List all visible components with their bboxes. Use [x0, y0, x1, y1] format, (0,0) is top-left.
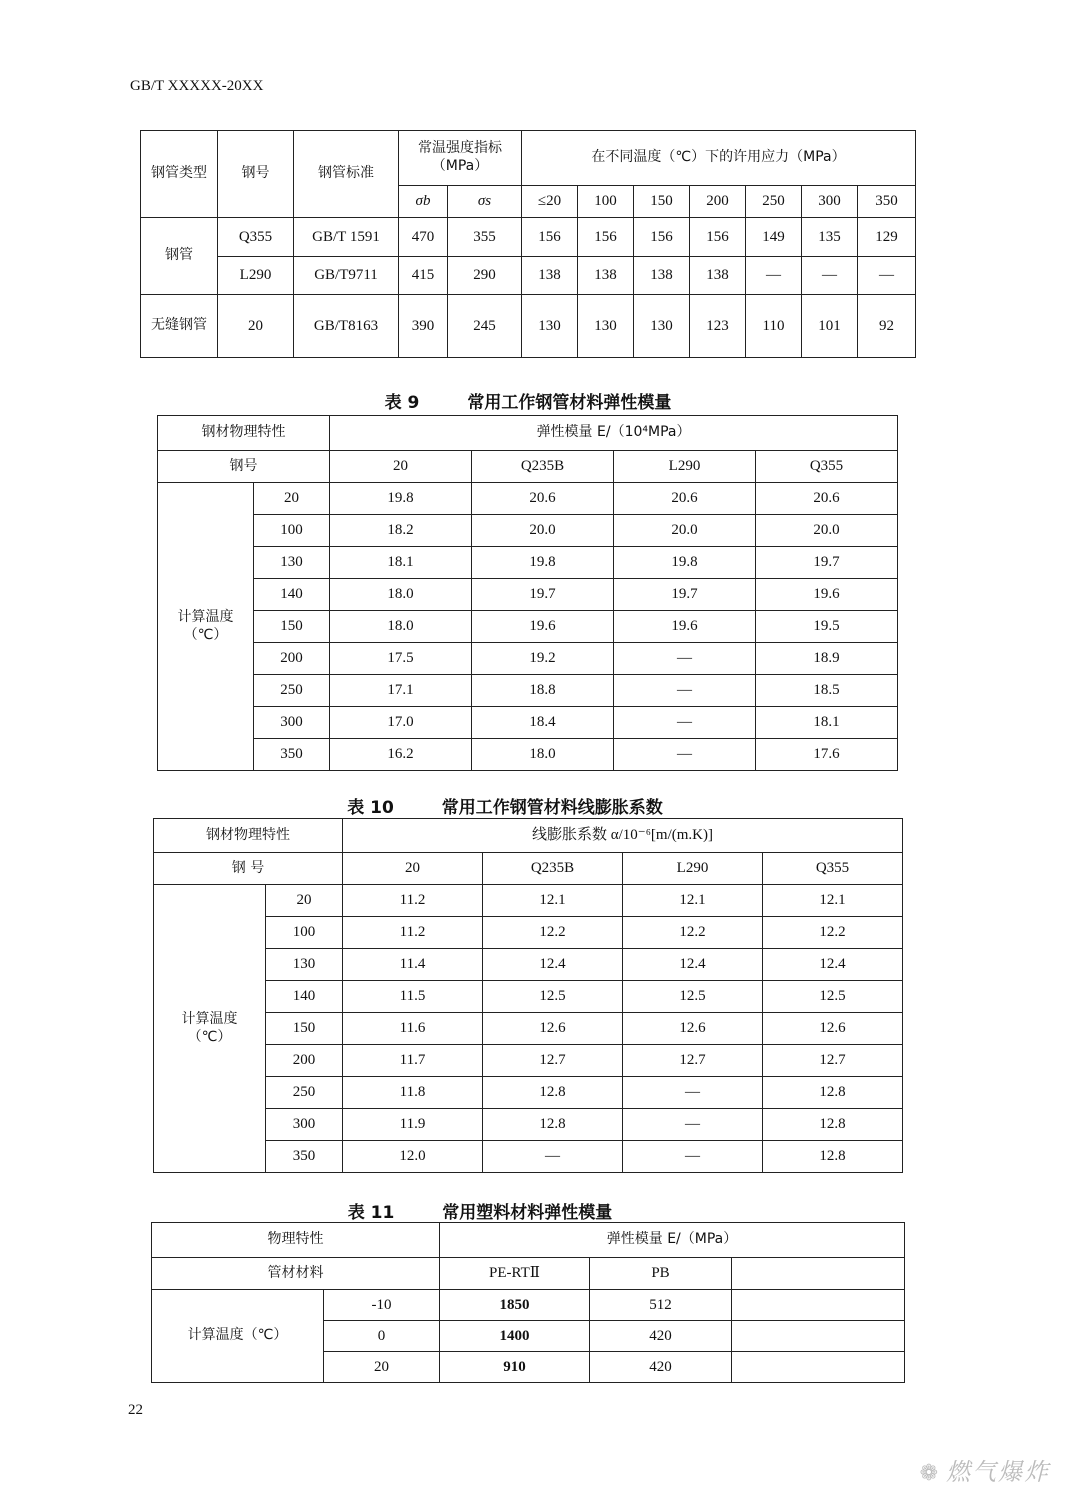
table-cell: 12.8: [763, 1109, 903, 1141]
table-cell: 19.5: [756, 611, 898, 643]
caption-number: 表 10: [347, 798, 394, 818]
table-cell: 18.5: [756, 675, 898, 707]
table-cell: 420: [590, 1352, 732, 1383]
table-cell: 19.7: [756, 547, 898, 579]
table-cell: 12.5: [483, 981, 623, 1013]
table-cell: 19.7: [614, 579, 756, 611]
table-cell: 415: [399, 256, 448, 295]
table-cell: 16.2: [330, 739, 472, 771]
table-cell: 11.4: [343, 949, 483, 981]
material-header: [732, 1258, 905, 1290]
table-cell: 18.1: [330, 547, 472, 579]
table-cell: 11.2: [343, 885, 483, 917]
table-cell: 19.6: [614, 611, 756, 643]
table-cell: 290: [448, 256, 522, 295]
table-cell: —: [614, 643, 756, 675]
table-cell: 156: [578, 218, 634, 257]
table-cell: 0: [324, 1321, 440, 1352]
table-cell: 20: [324, 1352, 440, 1383]
table-cell: 12.8: [483, 1077, 623, 1109]
table-cell: —: [623, 1109, 763, 1141]
header-grade: 钢号: [218, 131, 294, 218]
table-row: [154, 1077, 903, 1109]
table-cell: 12.5: [623, 981, 763, 1013]
table-cell: 20.0: [614, 515, 756, 547]
grade-header: Q355: [756, 451, 898, 483]
table-cell: —: [614, 675, 756, 707]
group-label: 无缝钢管: [141, 295, 218, 358]
table-cell: 140: [254, 579, 330, 611]
table-cell: —: [614, 739, 756, 771]
table-cell: 101: [802, 295, 858, 358]
header-coefficient: 线膨胀系数 α/10⁻⁶[m/(m.K)]: [343, 819, 903, 853]
material-header: PE-RTⅡ: [440, 1258, 590, 1290]
table-cell: 12.4: [763, 949, 903, 981]
table-cell: 19.8: [330, 483, 472, 515]
table-cell: —: [614, 707, 756, 739]
table-cell: 156: [522, 218, 578, 257]
table-cell: 12.6: [623, 1013, 763, 1045]
table-cell: 390: [399, 295, 448, 358]
table-cell: 20.6: [472, 483, 614, 515]
table-row: [158, 643, 898, 675]
table-cell: 18.1: [756, 707, 898, 739]
table-cell: 18.0: [472, 739, 614, 771]
table-cell: 19.8: [614, 547, 756, 579]
table-cell: —: [858, 256, 916, 295]
temp-label: 计算温度（℃）: [152, 1290, 324, 1383]
table-cell: 12.1: [763, 885, 903, 917]
table-cell: 300: [254, 707, 330, 739]
header-material: 管材材料: [152, 1258, 440, 1290]
table-cell: 18.0: [330, 611, 472, 643]
grade-header: L290: [614, 451, 756, 483]
table-cell: 130: [522, 295, 578, 358]
table-cell: 149: [746, 218, 802, 257]
table-cell: [732, 1290, 905, 1321]
table-cell: 12.5: [763, 981, 903, 1013]
table-cell: 19.2: [472, 643, 614, 675]
table-cell: 250: [254, 675, 330, 707]
table-row: [141, 218, 916, 257]
table-row: [158, 675, 898, 707]
table-row: [158, 579, 898, 611]
table-cell: 12.2: [763, 917, 903, 949]
table-cell: 12.2: [483, 917, 623, 949]
header-sigma-b: σb: [399, 185, 448, 217]
table-cell: 1400: [440, 1321, 590, 1352]
header-property: 钢材物理特性: [154, 819, 343, 853]
header-property: 钢材物理特性: [158, 416, 330, 451]
material-header: PB: [590, 1258, 732, 1290]
table-row: [154, 1013, 903, 1045]
grade-header: L290: [623, 853, 763, 885]
header-property: 物理特性: [152, 1223, 440, 1258]
table-cell: 138: [634, 256, 690, 295]
header-sigma-s: σs: [448, 185, 522, 217]
group-label: 钢管: [141, 218, 218, 295]
table-cell: 19.6: [756, 579, 898, 611]
grade-header: 20: [343, 853, 483, 885]
table-cell: 19.6: [472, 611, 614, 643]
table-row: [154, 1109, 903, 1141]
table-cell: 12.0: [343, 1141, 483, 1173]
table-row: [154, 1045, 903, 1077]
table-cell: 12.6: [763, 1013, 903, 1045]
table-cell: 12.7: [623, 1045, 763, 1077]
header-modulus: 弹性模量 E/（MPa）: [440, 1223, 905, 1258]
elastic-modulus-steel-table: [157, 415, 898, 771]
table-cell: GB/T8163: [294, 295, 399, 358]
watermark-text: 燃气爆炸: [946, 1458, 1050, 1486]
table-cell: 250: [266, 1077, 343, 1109]
table-cell: 11.8: [343, 1077, 483, 1109]
table-row: [154, 1141, 903, 1173]
table-cell: 200: [254, 643, 330, 675]
table-cell: 20: [266, 885, 343, 917]
table-row: [154, 917, 903, 949]
caption-number: 表 9: [384, 393, 420, 413]
header-standard: 钢管标准: [294, 131, 399, 218]
watermark: [920, 1452, 1050, 1487]
table-cell: 130: [578, 295, 634, 358]
table-cell: 129: [858, 218, 916, 257]
table-row: [158, 707, 898, 739]
header-modulus: 弹性模量 E/（10⁴MPa）: [330, 416, 898, 451]
header-grade: 钢 号: [154, 853, 343, 885]
table-cell: 12.6: [483, 1013, 623, 1045]
table-row: [158, 547, 898, 579]
table-cell: 17.5: [330, 643, 472, 675]
temp-header: 200: [690, 185, 746, 217]
table-cell: 12.7: [763, 1045, 903, 1077]
table-cell: 12.8: [483, 1109, 623, 1141]
header-grade: 钢号: [158, 451, 330, 483]
table-cell: 11.6: [343, 1013, 483, 1045]
table9-caption: [0, 388, 1056, 413]
temp-header: 100: [578, 185, 634, 217]
table-cell: 12.1: [483, 885, 623, 917]
table-cell: —: [623, 1077, 763, 1109]
table-cell: 110: [746, 295, 802, 358]
temp-label: 计算温度（℃）: [158, 483, 254, 771]
table-cell: 18.9: [756, 643, 898, 675]
table-cell: 512: [590, 1290, 732, 1321]
table-cell: 135: [802, 218, 858, 257]
table-cell: 19.7: [472, 579, 614, 611]
page-number: 22: [128, 1402, 143, 1418]
table-cell: 300: [266, 1109, 343, 1141]
grade-header: 20: [330, 451, 472, 483]
caption-number: 表 11: [347, 1203, 395, 1223]
table-cell: Q355: [218, 218, 294, 257]
table-cell: 12.8: [763, 1077, 903, 1109]
table-cell: 12.7: [483, 1045, 623, 1077]
table-cell: 100: [266, 917, 343, 949]
table-cell: 20.6: [756, 483, 898, 515]
table-cell: 150: [254, 611, 330, 643]
thermal-expansion-table: [153, 818, 903, 1173]
table-cell: 20.0: [756, 515, 898, 547]
table-row: [141, 256, 916, 295]
table-cell: 1850: [440, 1290, 590, 1321]
table-cell: 123: [690, 295, 746, 358]
caption-title: 常用塑料材料弹性模量: [442, 1203, 613, 1223]
table-cell: 470: [399, 218, 448, 257]
table-cell: 138: [690, 256, 746, 295]
table-cell: 11.2: [343, 917, 483, 949]
table-cell: 17.6: [756, 739, 898, 771]
table-cell: 18.2: [330, 515, 472, 547]
table-cell: 12.4: [483, 949, 623, 981]
table-cell: GB/T9711: [294, 256, 399, 295]
table-cell: 11.5: [343, 981, 483, 1013]
grade-header: Q235B: [472, 451, 614, 483]
table-cell: 910: [440, 1352, 590, 1383]
table-cell: 20.6: [614, 483, 756, 515]
table-cell: 17.0: [330, 707, 472, 739]
allowable-stress-table: [140, 130, 916, 358]
table-row: [154, 981, 903, 1013]
temp-header: ≤20: [522, 185, 578, 217]
table-cell: 130: [266, 949, 343, 981]
table-cell: 18.8: [472, 675, 614, 707]
grade-header: Q235B: [483, 853, 623, 885]
table-cell: GB/T 1591: [294, 218, 399, 257]
table-cell: 156: [634, 218, 690, 257]
table-cell: 350: [254, 739, 330, 771]
table-cell: —: [746, 256, 802, 295]
caption-title: 常用工作钢管材料弹性模量: [467, 393, 672, 413]
table-cell: 19.8: [472, 547, 614, 579]
table-cell: -10: [324, 1290, 440, 1321]
table-row: [154, 949, 903, 981]
temp-header: 350: [858, 185, 916, 217]
table-cell: 245: [448, 295, 522, 358]
table-row: [152, 1290, 905, 1321]
table-cell: 92: [858, 295, 916, 358]
table-row: [158, 483, 898, 515]
table-cell: 150: [266, 1013, 343, 1045]
table-cell: 11.9: [343, 1109, 483, 1141]
table-cell: [732, 1321, 905, 1352]
table-cell: —: [483, 1141, 623, 1173]
table-cell: 156: [690, 218, 746, 257]
temp-header: 150: [634, 185, 690, 217]
plastic-modulus-table: [151, 1222, 905, 1383]
table-cell: [732, 1352, 905, 1383]
table-cell: 20.0: [472, 515, 614, 547]
table-cell: 20: [254, 483, 330, 515]
table-cell: 12.2: [623, 917, 763, 949]
table11-caption: [0, 1198, 960, 1223]
table-cell: 130: [634, 295, 690, 358]
table-cell: 17.1: [330, 675, 472, 707]
table-cell: 200: [266, 1045, 343, 1077]
header-allowable-stress: 在不同温度（℃）下的许用应力（MPa）: [522, 131, 916, 186]
table-row: [154, 885, 903, 917]
table-cell: —: [802, 256, 858, 295]
table-cell: 18.4: [472, 707, 614, 739]
temp-label: 计算温度（℃）: [154, 885, 266, 1173]
header-strength: 常温强度指标（MPa）: [399, 131, 522, 186]
document-code: GB/T XXXXX-20XX: [130, 78, 264, 94]
grade-header: Q355: [763, 853, 903, 885]
table-cell: 138: [578, 256, 634, 295]
temp-header: 250: [746, 185, 802, 217]
table-row: [158, 611, 898, 643]
table-row: [141, 295, 916, 358]
table-cell: 20: [218, 295, 294, 358]
table10-caption: [0, 793, 1010, 818]
table-cell: 18.0: [330, 579, 472, 611]
table-cell: 140: [266, 981, 343, 1013]
table-cell: 130: [254, 547, 330, 579]
table-cell: 420: [590, 1321, 732, 1352]
table-cell: 11.7: [343, 1045, 483, 1077]
table-row: [158, 515, 898, 547]
table-cell: 138: [522, 256, 578, 295]
table-cell: 355: [448, 218, 522, 257]
wechat-icon: ❁: [919, 1461, 940, 1486]
temp-header: 300: [802, 185, 858, 217]
table-row: [158, 739, 898, 771]
table-cell: 100: [254, 515, 330, 547]
caption-title: 常用工作钢管材料线膨胀系数: [441, 798, 663, 818]
table-cell: 12.1: [623, 885, 763, 917]
table-cell: —: [623, 1141, 763, 1173]
table-cell: 12.8: [763, 1141, 903, 1173]
table-cell: 350: [266, 1141, 343, 1173]
table-cell: L290: [218, 256, 294, 295]
header-pipe-type: 钢管类型: [141, 131, 218, 218]
table-cell: 12.4: [623, 949, 763, 981]
